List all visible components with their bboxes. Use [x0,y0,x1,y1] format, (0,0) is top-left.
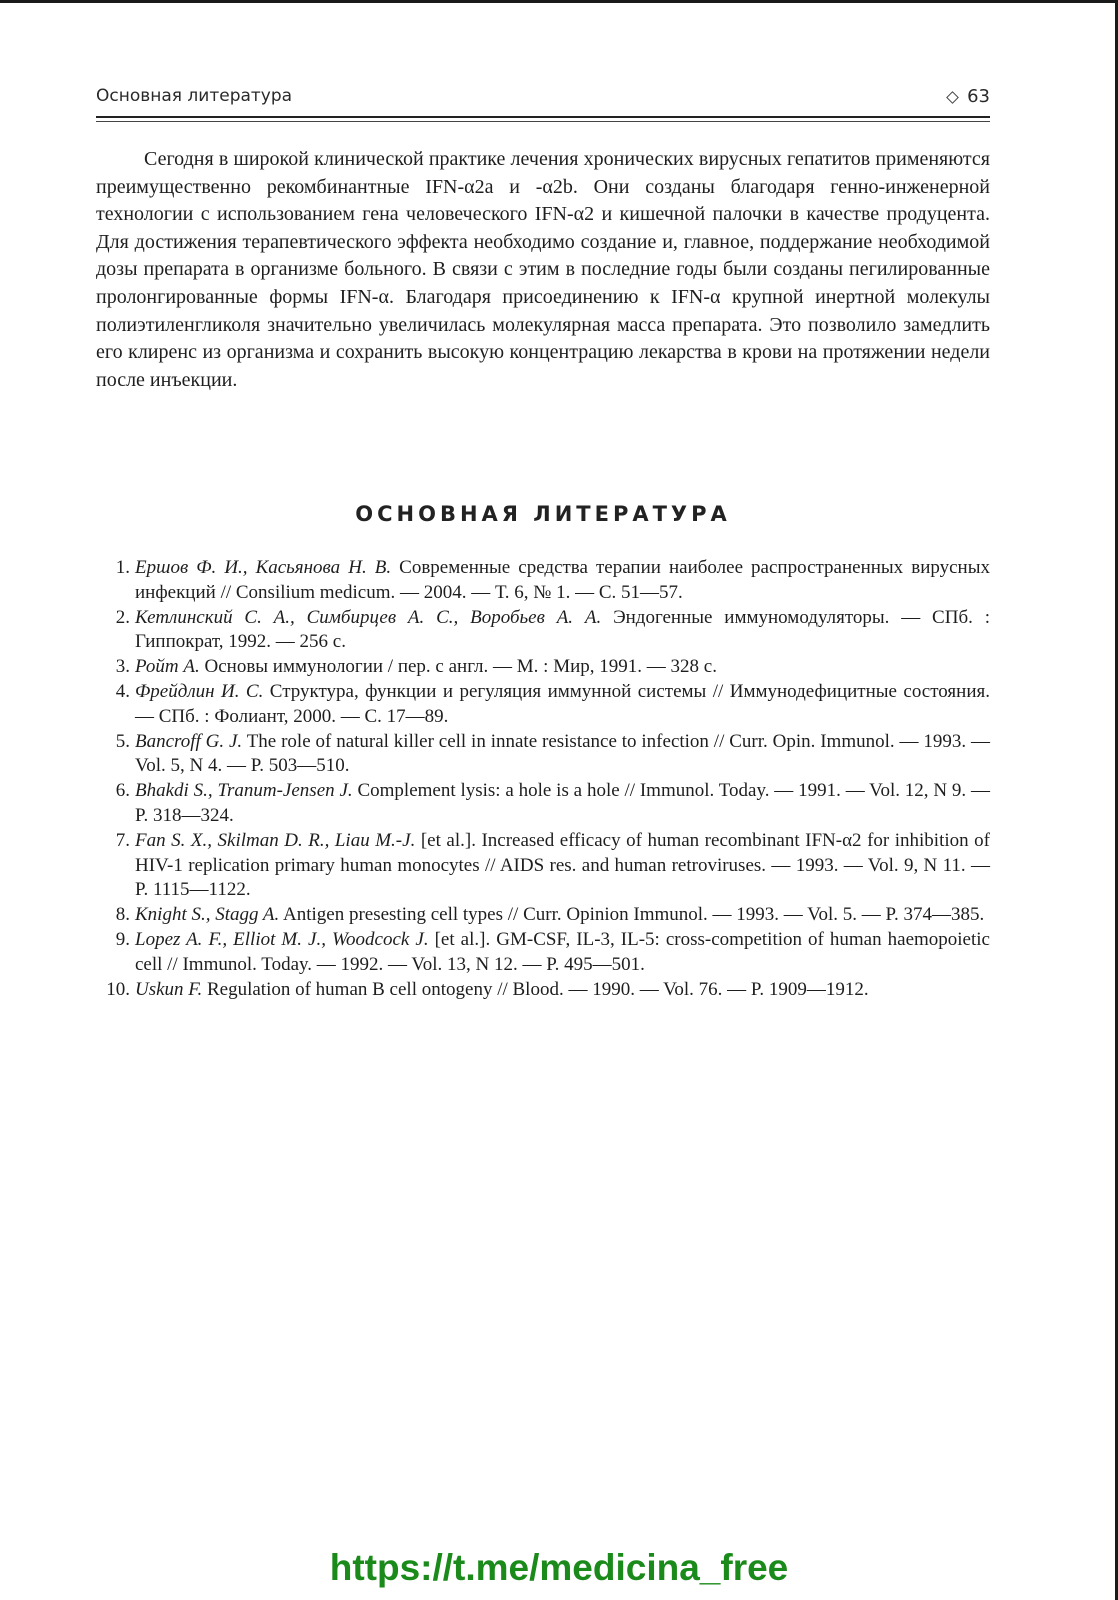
reference-number: 9. [115,928,130,950]
references-heading: ОСНОВНАЯ ЛИТЕРАТУРА [355,502,731,526]
reference-item [96,903,990,928]
page-number-group [947,86,990,107]
page-frame-top [0,0,1118,3]
reference-authors: Uskun F. [135,978,203,1000]
reference-item [96,928,990,978]
reference-text: Эндогенные иммуномодуляторы. — СПб. : Гиппократ, 1992. — 256 с. [135,606,990,653]
reference-number: 3. [115,656,130,678]
reference-item [96,730,990,780]
reference-authors: Bhakdi S., Tranum-Jensen J. [135,780,353,802]
reference-authors: Bancroff G. J. [135,730,243,752]
reference-item [96,829,990,903]
reference-authors: Ройт А. [135,656,200,678]
reference-number: 4. [115,680,130,702]
reference-authors: Кетлинский С. А., Симбирцев А. С., Воробьев А. А. [135,606,602,628]
running-header [96,86,990,112]
header-rule-thick [96,116,990,118]
body-paragraph: Сегодня в широкой клинической практике лечения хронических вирусных гепатитов применяются преимущественно рекомбинантные IFN-α2a и -α2b. Они созданы благодаря генно-инженерной технологии с использованием гена человеческого IFN-α2 и кишечной палочки в качестве продуцента. Для достижения терапевтического эффекта необходимо создание и, главное, поддержание необходимой дозы препарата в организме больного. В связи с этим в последние годы были созданы пегилированные пролонгированные формы IFN-α. Благодаря присоединению к IFN-α крупной инертной молекулы полиэтиленгликоля значительно увеличилась молекулярная масса препарата. Это позволило замедлить его клиренс из организма и сохранить высокую концентрацию лекарства в крови на протяжении недели после инъекции. [96,148,990,391]
reference-item [96,978,990,1003]
reference-text: Regulation of human B cell ontogeny // Blood. — 1990. — Vol. 76. — P. 1909—1912. [202,978,869,1000]
reference-text: Complement lysis: a hole is a hole // Immunol. Today. — 1991. — Vol. 12, N 9. — P. 318—324. [135,780,991,826]
reference-text: Современные средства терапии наиболее распространенных вирусных инфекций // Consilium medicum. — 2004. — Т. 6, № 1. — С. 51—57. [135,557,990,603]
reference-number: 7. [115,829,130,851]
diamond-ornament-icon [947,92,957,102]
running-header-title: Основная литература [96,86,293,106]
reference-number: 8. [115,904,130,926]
reference-number: 6. [115,780,130,802]
reference-authors: Lopez A. F., Elliot M. J., Woodcock J. [135,928,429,950]
references-list [96,556,990,1002]
reference-authors: Фрейдлин И. С. [135,680,264,702]
reference-number: 2. [115,606,130,628]
reference-number: 1. [115,557,130,578]
reference-number: 5. [115,730,130,752]
reference-authors: Ершов Ф. И., Касьянова Н. В. [135,557,392,578]
reference-text: Основы иммунологии / пер. с англ. — М. : Мир, 1991. — 328 с. [199,656,717,678]
reference-number: 10. [106,978,130,1000]
telegram-link[interactable]: https://t.me/medicina_free [329,1547,789,1588]
reference-text: [et al.]. GM-CSF, IL-3, IL-5: cross-competition of human haemopoietic cell // Immunol. Today. — 1992. — Vol. 13, N 12. — P. 495—501. [135,928,990,975]
reference-item [96,606,990,656]
page-number: 63 [967,86,990,107]
reference-item [96,680,990,730]
header-rule-thin [96,121,990,122]
reference-item [96,556,990,606]
reference-text: Antigen presesting cell types // Curr. Opinion Immunol. — 1993. — Vol. 5. — P. 374—385. [279,904,985,926]
reference-item [96,779,990,829]
reference-text: Структура, функции и регуляция иммунной системы // Иммунодефицитные состояния. — СПб. : Фолиант, 2000. — С. 17—89. [135,680,990,727]
reference-authors: Fan S. X., Skilman D. R., Liau M.-J. [135,829,416,851]
reference-item [96,655,990,680]
reference-text: The role of natural killer cell in innate resistance to infection // Curr. Opin. Immunol. — 1993. — Vol. 5, N 4. — P. 503—510. [135,730,990,777]
reference-authors: Knight S., Stagg A. [135,904,280,926]
reference-text: [et al.]. Increased efficacy of human recombinant IFN-α2 for inhibition of HIV-1 replication primary human monocytes // AIDS res. and human retroviruses. — 1993. — Vol. 9, N 11. — P. 1115—1122. [135,829,990,901]
